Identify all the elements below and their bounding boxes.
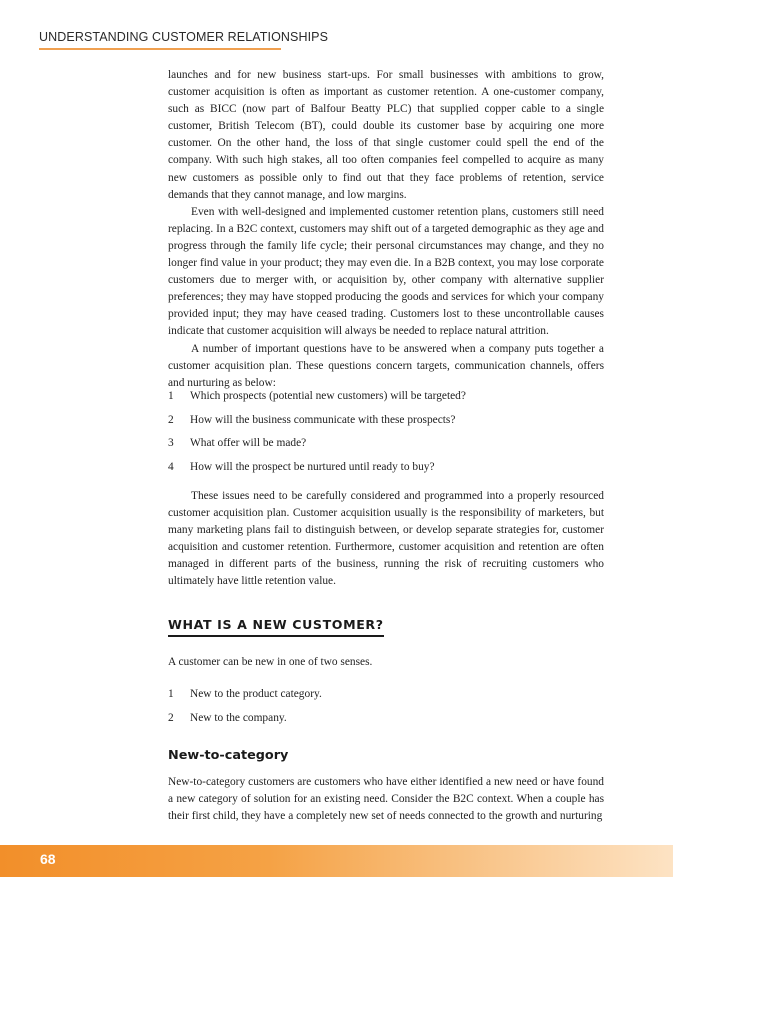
- paragraph: launches and for new business start-ups. For small businesses with ambitions to grow, customer acquisition is often as important as customer retention. A one-customer company, such as BICC (now part of Balfour Beatty PLC) that supplied copper cable to a single customer, British Telecom (BT), could double its customer base by acquiring one more customer. On the other hand, the loss of that single customer could spell the end of the company. With such high stakes, all too often companies feel compelled to acquire as many new customers as possible only to find out that they face problems of retention, service demands that they cannot manage, and low margins.: [168, 69, 604, 201]
- list-text: Which prospects (potential new customers) will be targeted?: [190, 390, 466, 402]
- list-item: [168, 412, 604, 436]
- list-item: [168, 435, 604, 459]
- body-text-middle: [168, 488, 604, 591]
- list-item: [168, 710, 604, 734]
- list-number: 1: [168, 390, 174, 402]
- list-number: 2: [168, 711, 174, 724]
- list-text: What offer will be made?: [190, 437, 307, 449]
- paragraph: These issues need to be carefully considered and programmed into a properly resourced customer acquisition plan. Customer acquisition usually is the responsibility of marketers, but many marketing plans fail to distinguish between, or develop separate strategies for, customer acquisition and customer retention. Furthermore, customer acquisition and retention are often managed in different parts of the business, running the risk of recruiting customers who ultimately have little retention value.: [168, 490, 604, 588]
- paragraph: A customer can be new in one of two senses.: [168, 656, 373, 668]
- list-text: New to the company.: [190, 711, 287, 724]
- list-item: [168, 388, 604, 412]
- paragraph: New-to-category customers are customers who have either identified a new need or have found a new category of solution for an existing need. Consider the B2C context. When a couple has their first child, they have a completely new set of needs connected to the growth and nurturing: [168, 776, 604, 823]
- senses-list: [168, 686, 604, 733]
- footer-band: [0, 845, 673, 877]
- subheading: New-to-category: [168, 748, 289, 763]
- questions-list: [168, 388, 604, 482]
- list-item: [168, 686, 604, 710]
- list-text: How will the prospect be nurtured until ready to buy?: [190, 460, 435, 473]
- body-text-bottom: [168, 774, 604, 825]
- section-intro: [168, 654, 604, 671]
- paragraph: Even with well-designed and implemented customer retention plans, customers still need replacing. In a B2C context, customers may shift out of a targeted demographic as they age and progress through the family life cycle; their personal circumstances may change, and they no longer find value in your product; they may even die. In a B2B context, you may lose corporate customers due to merger with, or acquisition by, other company with alternative supplier preferences; they may have stopped producing the goods and services for which your company provided input; they may have ceased trading. Customers lost to these uncontrollable causes indicate that customer acquisition will always be needed to replace natural attrition.: [168, 205, 604, 338]
- body-text-top: [168, 67, 604, 392]
- paragraph: A number of important questions have to be answered when a company puts together a customer acquisition plan. These questions concern targets, communication channels, offers and nurturing as below:: [168, 342, 604, 389]
- list-number: 3: [168, 437, 174, 449]
- header-rule: [39, 48, 281, 50]
- running-header: UNDERSTANDING CUSTOMER RELATIONSHIPS: [39, 30, 329, 44]
- list-text: How will the business communicate with these prospects?: [190, 413, 456, 426]
- section-heading: WHAT IS A NEW CUSTOMER?: [168, 617, 384, 637]
- page-number: 68: [40, 851, 56, 867]
- list-number: 2: [168, 413, 174, 426]
- list-number: 4: [168, 460, 174, 473]
- list-number: 1: [168, 688, 174, 700]
- list-item: [168, 459, 604, 483]
- list-text: New to the product category.: [190, 688, 322, 700]
